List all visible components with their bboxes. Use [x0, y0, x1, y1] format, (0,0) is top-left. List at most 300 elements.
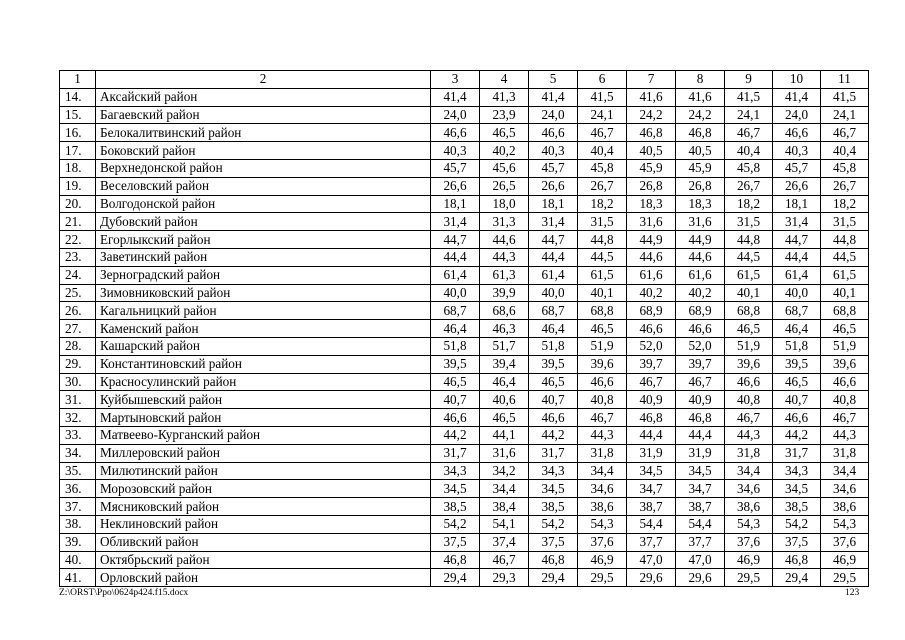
table-row	[60, 462, 869, 480]
value-cell: 34,4	[480, 480, 529, 498]
district-name: Заветинский район	[96, 248, 431, 266]
district-name: Кашарский район	[96, 337, 431, 355]
value-cell: 29,4	[773, 569, 821, 587]
district-name: Куйбышевский район	[96, 391, 431, 409]
value-cell: 39,5	[431, 355, 480, 373]
value-cell: 29,5	[725, 569, 773, 587]
value-cell: 34,7	[627, 480, 676, 498]
value-cell: 44,4	[627, 426, 676, 444]
value-cell: 34,6	[725, 480, 773, 498]
district-name: Мартыновский район	[96, 409, 431, 427]
value-cell: 61,3	[480, 266, 529, 284]
value-cell: 46,5	[529, 373, 578, 391]
value-cell: 34,3	[431, 462, 480, 480]
table-row	[60, 231, 869, 249]
value-cell: 29,4	[431, 569, 480, 587]
value-cell: 40,2	[480, 142, 529, 160]
value-cell: 46,8	[676, 409, 725, 427]
value-cell: 38,5	[529, 498, 578, 516]
value-cell: 26,6	[431, 177, 480, 195]
value-cell: 44,3	[725, 426, 773, 444]
district-name: Белокалитвинский район	[96, 124, 431, 142]
value-cell: 31,6	[627, 213, 676, 231]
value-cell: 45,7	[529, 159, 578, 177]
value-cell: 44,3	[578, 426, 627, 444]
value-cell: 38,6	[821, 498, 869, 516]
value-cell: 18,0	[480, 195, 529, 213]
table-row	[60, 498, 869, 516]
row-number: 30.	[60, 373, 96, 391]
value-cell: 46,9	[725, 551, 773, 569]
row-number: 16.	[60, 124, 96, 142]
value-cell: 46,7	[725, 409, 773, 427]
value-cell: 46,8	[627, 409, 676, 427]
file-path-footer: Z:\ORST\Ppo\0624p424.f15.docx	[59, 588, 189, 598]
value-cell: 45,8	[725, 159, 773, 177]
value-cell: 44,7	[773, 231, 821, 249]
value-cell: 40,1	[578, 284, 627, 302]
table-row	[60, 248, 869, 266]
value-cell: 54,3	[821, 515, 869, 533]
value-cell: 26,6	[529, 177, 578, 195]
value-cell: 40,0	[773, 284, 821, 302]
value-cell: 34,5	[627, 462, 676, 480]
value-cell: 46,5	[578, 320, 627, 338]
value-cell: 44,5	[725, 248, 773, 266]
value-cell: 34,4	[821, 462, 869, 480]
row-number: 18.	[60, 159, 96, 177]
value-cell: 51,9	[821, 337, 869, 355]
row-number: 32.	[60, 409, 96, 427]
value-cell: 24,0	[431, 106, 480, 124]
district-name: Обливский район	[96, 533, 431, 551]
value-cell: 26,8	[676, 177, 725, 195]
value-cell: 41,4	[529, 88, 578, 106]
value-cell: 37,7	[627, 533, 676, 551]
value-cell: 31,4	[529, 213, 578, 231]
table-row	[60, 302, 869, 320]
value-cell: 18,2	[725, 195, 773, 213]
value-cell: 61,4	[431, 266, 480, 284]
value-cell: 40,1	[725, 284, 773, 302]
district-name: Боковский район	[96, 142, 431, 160]
value-cell: 46,6	[529, 409, 578, 427]
value-cell: 51,9	[578, 337, 627, 355]
table-row	[60, 284, 869, 302]
value-cell: 44,4	[431, 248, 480, 266]
value-cell: 46,8	[529, 551, 578, 569]
value-cell: 68,8	[821, 302, 869, 320]
value-cell: 41,6	[627, 88, 676, 106]
value-cell: 31,8	[578, 444, 627, 462]
value-cell: 46,5	[821, 320, 869, 338]
value-cell: 46,7	[676, 373, 725, 391]
value-cell: 23,9	[480, 106, 529, 124]
value-cell: 54,3	[725, 515, 773, 533]
value-cell: 44,4	[529, 248, 578, 266]
value-cell: 34,3	[773, 462, 821, 480]
value-cell: 44,9	[627, 231, 676, 249]
value-cell: 34,5	[431, 480, 480, 498]
value-cell: 31,9	[627, 444, 676, 462]
row-number: 36.	[60, 480, 96, 498]
value-cell: 40,7	[529, 391, 578, 409]
value-cell: 46,7	[578, 124, 627, 142]
table-row	[60, 124, 869, 142]
value-cell: 31,7	[529, 444, 578, 462]
district-name: Зимовниковский район	[96, 284, 431, 302]
value-cell: 40,1	[821, 284, 869, 302]
column-header: 11	[821, 71, 869, 89]
value-cell: 41,5	[821, 88, 869, 106]
value-cell: 61,4	[773, 266, 821, 284]
value-cell: 61,5	[821, 266, 869, 284]
value-cell: 24,0	[529, 106, 578, 124]
value-cell: 61,5	[725, 266, 773, 284]
value-cell: 41,3	[480, 88, 529, 106]
value-cell: 26,5	[480, 177, 529, 195]
value-cell: 29,6	[627, 569, 676, 587]
value-cell: 38,6	[725, 498, 773, 516]
value-cell: 51,7	[480, 337, 529, 355]
value-cell: 46,6	[676, 320, 725, 338]
value-cell: 37,6	[578, 533, 627, 551]
row-number: 34.	[60, 444, 96, 462]
value-cell: 68,9	[627, 302, 676, 320]
table-row	[60, 213, 869, 231]
value-cell: 18,2	[578, 195, 627, 213]
row-number: 41.	[60, 569, 96, 587]
value-cell: 46,6	[773, 409, 821, 427]
value-cell: 34,7	[676, 480, 725, 498]
value-cell: 44,5	[578, 248, 627, 266]
column-header: 4	[480, 71, 529, 89]
value-cell: 54,4	[676, 515, 725, 533]
value-cell: 41,6	[676, 88, 725, 106]
district-name: Матвеево-Курганский район	[96, 426, 431, 444]
value-cell: 39,9	[480, 284, 529, 302]
value-cell: 40,8	[725, 391, 773, 409]
district-name: Орловский район	[96, 569, 431, 587]
value-cell: 44,3	[821, 426, 869, 444]
value-cell: 34,2	[480, 462, 529, 480]
row-number: 17.	[60, 142, 96, 160]
value-cell: 40,9	[627, 391, 676, 409]
table-row	[60, 177, 869, 195]
value-cell: 46,4	[431, 320, 480, 338]
value-cell: 38,7	[627, 498, 676, 516]
value-cell: 61,6	[627, 266, 676, 284]
value-cell: 51,8	[529, 337, 578, 355]
district-name: Багаевский район	[96, 106, 431, 124]
value-cell: 54,3	[578, 515, 627, 533]
value-cell: 38,6	[578, 498, 627, 516]
value-cell: 54,2	[529, 515, 578, 533]
column-header: 1	[60, 71, 96, 89]
value-cell: 44,8	[725, 231, 773, 249]
table-row	[60, 391, 869, 409]
value-cell: 46,4	[529, 320, 578, 338]
value-cell: 44,4	[773, 248, 821, 266]
value-cell: 39,6	[725, 355, 773, 373]
column-header: 9	[725, 71, 773, 89]
value-cell: 68,8	[725, 302, 773, 320]
value-cell: 39,4	[480, 355, 529, 373]
value-cell: 18,2	[821, 195, 869, 213]
value-cell: 46,9	[578, 551, 627, 569]
value-cell: 31,5	[725, 213, 773, 231]
value-cell: 54,2	[773, 515, 821, 533]
table-row	[60, 106, 869, 124]
table-row	[60, 266, 869, 284]
value-cell: 24,1	[578, 106, 627, 124]
value-cell: 31,7	[431, 444, 480, 462]
district-name: Зерноградский район	[96, 266, 431, 284]
column-header: 6	[578, 71, 627, 89]
table-row	[60, 409, 869, 427]
data-table	[59, 70, 869, 587]
value-cell: 40,3	[773, 142, 821, 160]
value-cell: 68,7	[431, 302, 480, 320]
value-cell: 29,6	[676, 569, 725, 587]
value-cell: 24,0	[773, 106, 821, 124]
value-cell: 45,8	[578, 159, 627, 177]
column-header: 5	[529, 71, 578, 89]
value-cell: 39,5	[529, 355, 578, 373]
value-cell: 31,9	[676, 444, 725, 462]
value-cell: 34,3	[529, 462, 578, 480]
row-number: 38.	[60, 515, 96, 533]
district-name: Константиновский район	[96, 355, 431, 373]
district-name: Дубовский район	[96, 213, 431, 231]
document-page	[59, 70, 869, 587]
value-cell: 46,6	[529, 124, 578, 142]
value-cell: 54,4	[627, 515, 676, 533]
row-number: 37.	[60, 498, 96, 516]
value-cell: 39,6	[578, 355, 627, 373]
value-cell: 37,6	[821, 533, 869, 551]
value-cell: 31,5	[821, 213, 869, 231]
district-name: Миллеровский район	[96, 444, 431, 462]
value-cell: 68,6	[480, 302, 529, 320]
value-cell: 38,5	[431, 498, 480, 516]
value-cell: 51,9	[725, 337, 773, 355]
value-cell: 44,9	[676, 231, 725, 249]
table-row	[60, 159, 869, 177]
value-cell: 31,6	[676, 213, 725, 231]
column-header: 2	[96, 71, 431, 89]
value-cell: 46,8	[773, 551, 821, 569]
value-cell: 46,6	[725, 373, 773, 391]
value-cell: 39,5	[773, 355, 821, 373]
value-cell: 46,6	[578, 373, 627, 391]
value-cell: 46,4	[480, 373, 529, 391]
district-name: Мясниковский район	[96, 498, 431, 516]
value-cell: 40,3	[431, 142, 480, 160]
value-cell: 29,4	[529, 569, 578, 587]
value-cell: 37,5	[773, 533, 821, 551]
value-cell: 37,5	[431, 533, 480, 551]
table-row	[60, 515, 869, 533]
value-cell: 39,7	[627, 355, 676, 373]
row-number: 28.	[60, 337, 96, 355]
row-number: 31.	[60, 391, 96, 409]
column-header: 3	[431, 71, 480, 89]
value-cell: 47,0	[676, 551, 725, 569]
value-cell: 40,8	[821, 391, 869, 409]
value-cell: 41,4	[773, 88, 821, 106]
value-cell: 46,7	[725, 124, 773, 142]
value-cell: 44,2	[773, 426, 821, 444]
value-cell: 18,3	[676, 195, 725, 213]
row-number: 24.	[60, 266, 96, 284]
value-cell: 18,3	[627, 195, 676, 213]
value-cell: 47,0	[627, 551, 676, 569]
value-cell: 31,8	[821, 444, 869, 462]
value-cell: 46,9	[821, 551, 869, 569]
value-cell: 29,5	[578, 569, 627, 587]
district-name: Егорлыкский район	[96, 231, 431, 249]
value-cell: 37,6	[725, 533, 773, 551]
row-number: 33.	[60, 426, 96, 444]
value-cell: 34,4	[725, 462, 773, 480]
value-cell: 40,8	[578, 391, 627, 409]
value-cell: 46,7	[578, 409, 627, 427]
value-cell: 44,3	[480, 248, 529, 266]
value-cell: 46,8	[431, 551, 480, 569]
value-cell: 37,5	[529, 533, 578, 551]
district-name: Неклиновский район	[96, 515, 431, 533]
value-cell: 41,4	[431, 88, 480, 106]
table-row	[60, 426, 869, 444]
district-name: Кагальницкий район	[96, 302, 431, 320]
row-number: 19.	[60, 177, 96, 195]
table-row	[60, 355, 869, 373]
value-cell: 26,6	[773, 177, 821, 195]
table-row	[60, 480, 869, 498]
value-cell: 44,2	[431, 426, 480, 444]
value-cell: 46,7	[480, 551, 529, 569]
value-cell: 26,8	[627, 177, 676, 195]
table-row	[60, 569, 869, 587]
value-cell: 54,2	[431, 515, 480, 533]
value-cell: 46,3	[480, 320, 529, 338]
value-cell: 44,4	[676, 426, 725, 444]
value-cell: 18,1	[773, 195, 821, 213]
value-cell: 46,8	[627, 124, 676, 142]
value-cell: 34,5	[676, 462, 725, 480]
value-cell: 18,1	[529, 195, 578, 213]
row-number: 20.	[60, 195, 96, 213]
row-number: 26.	[60, 302, 96, 320]
value-cell: 29,3	[480, 569, 529, 587]
value-cell: 34,5	[529, 480, 578, 498]
value-cell: 46,6	[627, 320, 676, 338]
row-number: 27.	[60, 320, 96, 338]
column-header: 10	[773, 71, 821, 89]
value-cell: 38,4	[480, 498, 529, 516]
value-cell: 40,4	[725, 142, 773, 160]
row-number: 35.	[60, 462, 96, 480]
value-cell: 68,8	[578, 302, 627, 320]
district-name: Волгодонской район	[96, 195, 431, 213]
value-cell: 44,6	[480, 231, 529, 249]
value-cell: 46,5	[480, 124, 529, 142]
value-cell: 44,8	[821, 231, 869, 249]
value-cell: 44,2	[529, 426, 578, 444]
value-cell: 40,6	[480, 391, 529, 409]
value-cell: 26,7	[725, 177, 773, 195]
page-number: 123	[845, 588, 860, 598]
value-cell: 46,7	[627, 373, 676, 391]
value-cell: 52,0	[627, 337, 676, 355]
value-cell: 51,8	[431, 337, 480, 355]
value-cell: 46,7	[821, 124, 869, 142]
value-cell: 68,7	[773, 302, 821, 320]
value-cell: 31,6	[480, 444, 529, 462]
value-cell: 44,5	[821, 248, 869, 266]
value-cell: 31,4	[773, 213, 821, 231]
value-cell: 26,7	[578, 177, 627, 195]
value-cell: 24,1	[725, 106, 773, 124]
value-cell: 41,5	[578, 88, 627, 106]
value-cell: 34,5	[773, 480, 821, 498]
district-name: Октябрьский район	[96, 551, 431, 569]
value-cell: 68,9	[676, 302, 725, 320]
value-cell: 34,6	[578, 480, 627, 498]
value-cell: 40,2	[676, 284, 725, 302]
value-cell: 44,8	[578, 231, 627, 249]
value-cell: 45,8	[821, 159, 869, 177]
column-header: 8	[676, 71, 725, 89]
value-cell: 37,4	[480, 533, 529, 551]
row-number: 29.	[60, 355, 96, 373]
value-cell: 40,3	[529, 142, 578, 160]
row-number: 21.	[60, 213, 96, 231]
value-cell: 46,5	[725, 320, 773, 338]
value-cell: 26,7	[821, 177, 869, 195]
value-cell: 31,4	[431, 213, 480, 231]
value-cell: 46,6	[773, 124, 821, 142]
value-cell: 38,7	[676, 498, 725, 516]
row-number: 40.	[60, 551, 96, 569]
value-cell: 46,7	[821, 409, 869, 427]
value-cell: 40,0	[529, 284, 578, 302]
value-cell: 29,5	[821, 569, 869, 587]
value-cell: 39,6	[821, 355, 869, 373]
value-cell: 40,0	[431, 284, 480, 302]
row-number: 23.	[60, 248, 96, 266]
value-cell: 24,2	[676, 106, 725, 124]
value-cell: 54,1	[480, 515, 529, 533]
value-cell: 46,5	[431, 373, 480, 391]
table-row	[60, 320, 869, 338]
value-cell: 45,9	[676, 159, 725, 177]
district-name: Красносулинский район	[96, 373, 431, 391]
row-number: 25.	[60, 284, 96, 302]
district-name: Каменский район	[96, 320, 431, 338]
value-cell: 40,9	[676, 391, 725, 409]
value-cell: 45,7	[773, 159, 821, 177]
table-row	[60, 88, 869, 106]
value-cell: 34,6	[821, 480, 869, 498]
value-cell: 45,7	[431, 159, 480, 177]
table-row	[60, 337, 869, 355]
value-cell: 44,7	[431, 231, 480, 249]
row-number: 14.	[60, 88, 96, 106]
value-cell: 37,7	[676, 533, 725, 551]
value-cell: 31,5	[578, 213, 627, 231]
